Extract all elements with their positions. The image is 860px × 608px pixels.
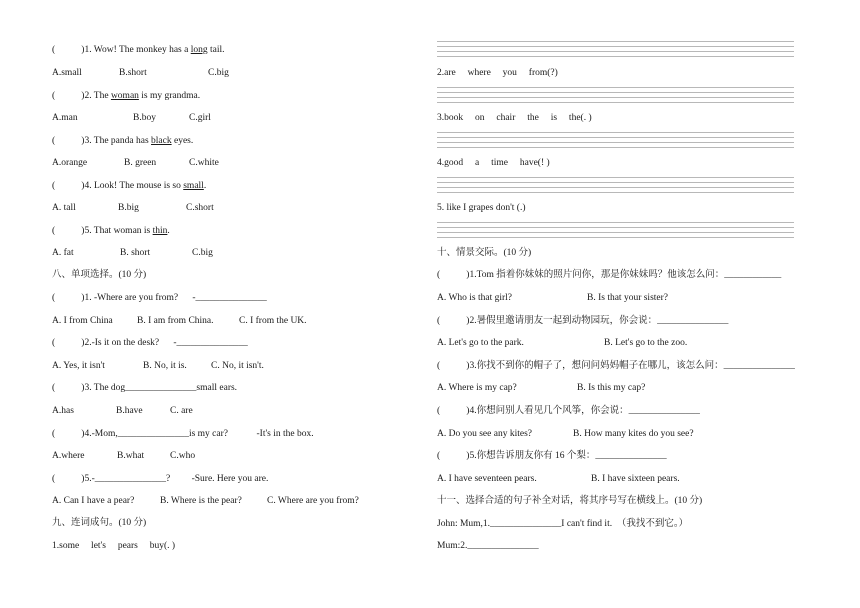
- s9-q5: 5. like I grapes don't (.): [437, 203, 526, 213]
- s8-q5-option-c: C. Where are you from?: [267, 496, 359, 506]
- writing-lines: [437, 222, 794, 242]
- s10-q5-stem: ( )5.你想告诉朋友你有 16 个梨：_______________: [437, 451, 667, 461]
- q2-stem: ( )2. The woman is my grandma.: [52, 91, 201, 101]
- s10-q2-stem: ( )2.暑假里邀请朋友一起到动物园玩，你会说：_______________: [437, 316, 729, 326]
- s8-q1-option-a: A. I from China: [52, 316, 113, 326]
- q1-option-b: B.short: [119, 68, 147, 78]
- q2-option-c: C.girl: [189, 113, 211, 123]
- q4-option-a: A. tall: [52, 203, 76, 213]
- s10-q3-option-b: B. Is this my cap?: [577, 383, 646, 393]
- s8-q3-stem: ( )3. The dog_______________small ears.: [52, 383, 238, 393]
- q3-stem: ( )3. The panda has black eyes.: [52, 136, 194, 146]
- s10-q1-stem: ( )1.Tom 指着你妹妹的照片问你，那是你妹妹吗？他该怎么问：____________: [437, 270, 782, 280]
- s10-q2-option-b: B. Let's go to the zoo.: [604, 338, 688, 348]
- s11-john-line: John: Mum,1._______________I can't find it. （我找不到它。）: [437, 519, 689, 529]
- q5-option-c: C.big: [192, 248, 213, 258]
- q4-option-b: B.big: [118, 203, 139, 213]
- s8-q1-stem: ( )1. -Where are you from? -_______________: [52, 293, 267, 303]
- s8-q3-option-a: A.has: [52, 406, 74, 416]
- s8-q3-option-b: B.have: [116, 406, 143, 416]
- s9-q1: 1.some let's pears buy(. ): [52, 541, 176, 551]
- section-11-title: 十一、选择合适的句子补全对话，将其序号写在横线上。(10 分): [437, 496, 703, 506]
- s9-q2: 2.are where you from(?): [437, 68, 558, 78]
- s8-q4-stem: ( )4.-Mom,_______________is my car? -It's in the box.: [52, 429, 314, 439]
- s10-q3-stem: ( )3.你找不到你的帽子了，想问问妈妈帽子在哪儿，该怎么问：_______________: [437, 361, 795, 371]
- s10-q5-option-a: A. I have seventeen pears.: [437, 474, 537, 484]
- s8-q4-option-c: C.who: [170, 451, 196, 461]
- s10-q5-option-b: B. I have sixteen pears.: [591, 474, 680, 484]
- s8-q5-option-a: A. Can I have a pear?: [52, 496, 135, 506]
- q5-option-b: B. short: [120, 248, 151, 258]
- s11-mum-line: Mum:2._______________: [437, 541, 539, 551]
- q3-option-c: C.white: [189, 158, 219, 168]
- q4-option-c: C.short: [186, 203, 214, 213]
- s10-q2-option-a: A. Let's go to the park.: [437, 338, 524, 348]
- q3-option-a: A.orange: [52, 158, 88, 168]
- section-8-title: 八、单项选择。(10 分): [52, 270, 147, 280]
- s8-q5-option-b: B. Where is the pear?: [160, 496, 242, 506]
- s10-q3-option-a: A. Where is my cap?: [437, 383, 517, 393]
- s8-q1-option-c: C. I from the UK.: [239, 316, 307, 326]
- s9-q4: 4.good a time have(! ): [437, 158, 550, 168]
- s8-q3-option-c: C. are: [170, 406, 193, 416]
- s8-q5-stem: ( )5.-_______________? -Sure. Here you are.: [52, 474, 269, 484]
- s8-q4-option-a: A.where: [52, 451, 85, 461]
- writing-lines: [437, 87, 794, 107]
- s8-q1-option-b: B. I am from China.: [137, 316, 214, 326]
- s10-q4-option-b: B. How many kites do you see?: [573, 429, 694, 439]
- writing-lines: [437, 132, 794, 152]
- writing-lines: [437, 41, 794, 61]
- q1-option-a: A.small: [52, 68, 82, 78]
- q1-option-c: C.big: [208, 68, 229, 78]
- s10-q1-option-a: A. Who is that girl?: [437, 293, 513, 303]
- section-9-title: 九、连词成句。(10 分): [52, 518, 147, 528]
- q2-option-a: A.man: [52, 113, 78, 123]
- section-10-title: 十、情景交际。(10 分): [437, 248, 532, 258]
- s9-q3: 3.book on chair the is the(. ): [437, 113, 592, 123]
- s8-q2-option-a: A. Yes, it isn't: [52, 361, 105, 371]
- s8-q2-option-c: C. No, it isn't.: [211, 361, 264, 371]
- s8-q2-stem: ( )2.-Is it on the desk? -_______________: [52, 338, 248, 348]
- q3-option-b: B. green: [124, 158, 157, 168]
- q1-stem: ( )1. Wow! The monkey has a long tail.: [52, 45, 225, 55]
- q5-option-a: A. fat: [52, 248, 74, 258]
- s10-q1-option-b: B. Is that your sister?: [587, 293, 669, 303]
- q4-stem: ( )4. Look! The mouse is so small.: [52, 181, 207, 191]
- q5-stem: ( )5. That woman is thin.: [52, 226, 170, 236]
- s10-q4-option-a: A. Do you see any kites?: [437, 429, 532, 439]
- q2-option-b: B.boy: [133, 113, 156, 123]
- s8-q2-option-b: B. No, it is.: [143, 361, 187, 371]
- s8-q4-option-b: B.what: [117, 451, 145, 461]
- s10-q4-stem: ( )4.你想问别人看见几个风筝，你会说：_______________: [437, 406, 700, 416]
- writing-lines: [437, 177, 794, 197]
